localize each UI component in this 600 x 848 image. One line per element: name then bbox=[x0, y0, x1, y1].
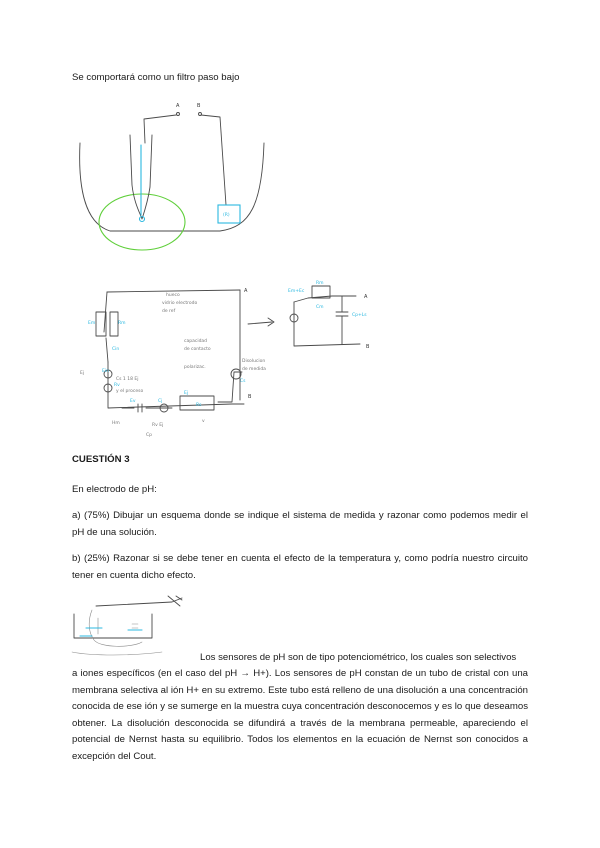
comp-rs: Rs bbox=[196, 403, 202, 408]
reference-label: (R) bbox=[223, 213, 230, 218]
circuit-node-b: B bbox=[248, 394, 252, 400]
comp-cs: Cs bbox=[240, 379, 246, 384]
beaker-outline bbox=[80, 143, 264, 231]
electrode-beaker-sketch bbox=[70, 95, 270, 245]
eq-node-a: A bbox=[364, 294, 368, 300]
note-10: Disolucion bbox=[242, 359, 266, 364]
comp-rm: Rm bbox=[118, 321, 126, 326]
body-paragraph: a iones específicos (en el caso del pH → H+). Los sensores de pH constan de un tubo de cristal con una membrana selectiva al ión H+ en su extremo. Este tubo está relleno de una disolución a una concentración conocida de ese ión y se sumerge en la muestra cuya concentración desconocemos y es lo que deseamos obtener. La disolución desconocida se difundirá a través de la membrana permeable, apareciendo el potencial de Nernst hasta su equilibrio. Todos los elementos en la ecuación de Nernst son conocidos a excepción del Cout. bbox=[72, 668, 528, 762]
body-first-line: Los sensores de pH son de tipo potenciométrico, los cuales son selectivos bbox=[200, 652, 517, 663]
eq-node-b: B bbox=[366, 344, 370, 350]
comp-em: Em bbox=[88, 321, 96, 326]
comp-rv: Rv bbox=[114, 383, 120, 388]
comp-ein: Ein bbox=[102, 369, 109, 374]
note-14: v bbox=[202, 419, 205, 424]
comp-ev: Ev bbox=[130, 399, 136, 404]
circuit-node-a: A bbox=[244, 288, 248, 294]
comp-cin: Cin bbox=[112, 347, 120, 352]
measurement-system-sketch bbox=[72, 590, 202, 660]
note-1: hueco bbox=[166, 293, 180, 298]
comp-ej: Ej bbox=[184, 391, 189, 396]
note-12: Hm bbox=[112, 421, 120, 426]
eq-cm: Cm bbox=[316, 305, 324, 310]
note-7: Ej bbox=[80, 371, 85, 376]
intro-line: Se comportará como un filtro paso bajo bbox=[72, 72, 240, 83]
eq-rm: Rm bbox=[316, 281, 324, 286]
eq-cp: Cp+Ls bbox=[352, 313, 367, 318]
note-6: polarizac. bbox=[184, 365, 206, 370]
question-a: a) (75%) Dibujar un esquema donde se indique el sistema de medida y razonar como podemos medir el pH de una solución. bbox=[72, 510, 528, 538]
question-b: b) (25%) Razonar si se debe tener en cuenta el efecto de la temperatura y, como podría nuestro circuito tener en cuenta dicho efecto. bbox=[72, 553, 528, 581]
note-4: capacidad bbox=[184, 339, 208, 344]
comp-cj: Cj bbox=[158, 399, 163, 404]
terminal-b-label: B bbox=[197, 103, 201, 109]
note-13: Rv Ej bbox=[152, 423, 164, 428]
note-15: Cp bbox=[146, 433, 152, 438]
note-5: de contacto bbox=[184, 347, 211, 352]
note-9: y el proceso bbox=[116, 389, 144, 394]
note-11: de medida bbox=[242, 367, 266, 372]
section-heading: CUESTIÓN 3 bbox=[72, 454, 130, 465]
note-2: vidrio electrodo bbox=[162, 301, 198, 306]
electrodo-line: En electrodo de pH: bbox=[72, 484, 157, 495]
terminal-a-label: A bbox=[176, 103, 180, 109]
equivalent-circuit-sketch bbox=[72, 282, 382, 442]
eq-em: Em+Ec bbox=[288, 289, 305, 294]
note-8: Cs 1 18 Ej bbox=[116, 377, 139, 382]
note-3: de ref bbox=[162, 309, 176, 314]
